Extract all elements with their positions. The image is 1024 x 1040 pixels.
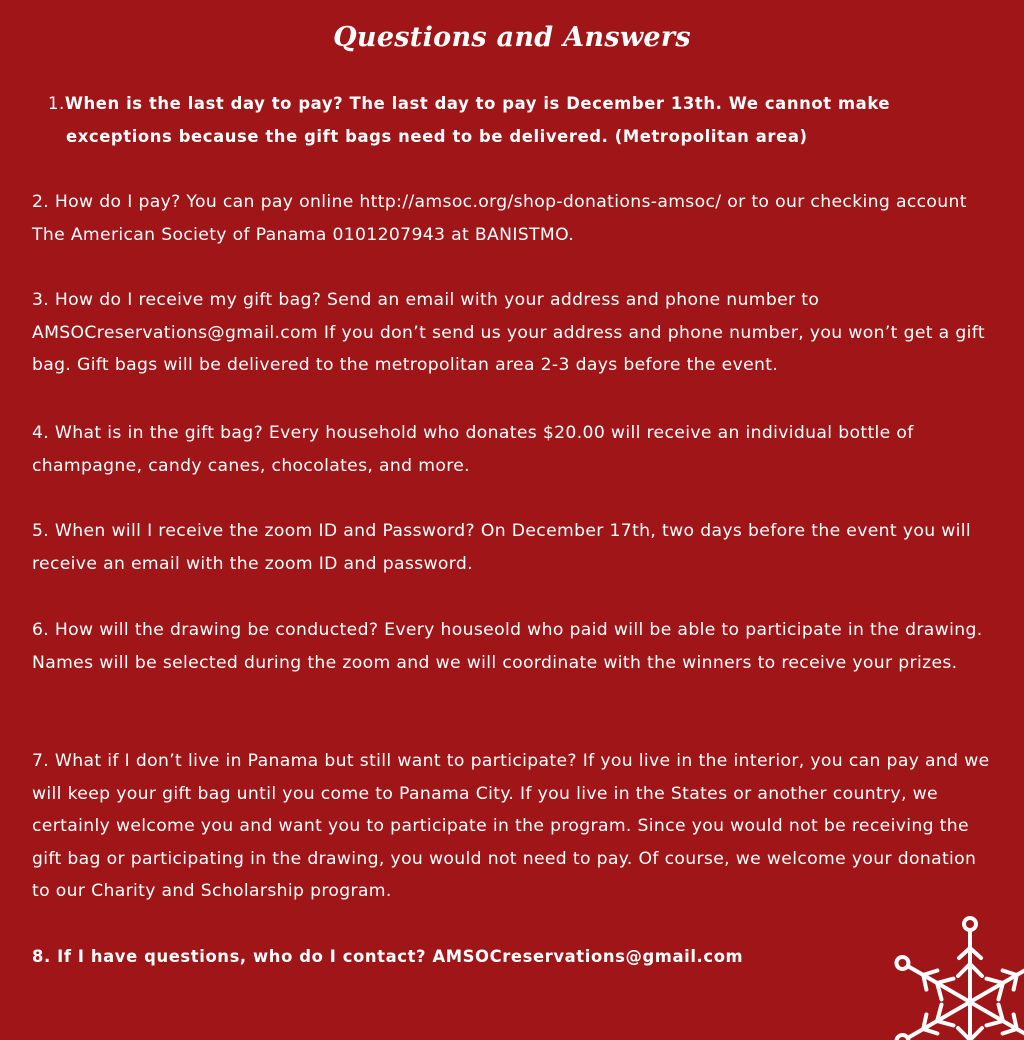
faq-item-2: 2. How do I pay? You can pay online http://amsoc.org/shop-donations-amsoc/ or to our checking account The American Society of Panama 0101207943 at BANISTMO. (32, 192, 967, 245)
faq-item-1 (48, 88, 986, 153)
faq-item-6: 6. How will the drawing be conducted? Every houseold who paid will be able to participate in the drawing. Names will be selected during the zoom and we will coordinate with the winners to receive your prizes. (32, 620, 983, 673)
faq-item-1-number: 1. (48, 94, 65, 113)
faq-item-8: 8. If I have questions, who do I contact? AMSOCreservations@gmail.com (32, 947, 744, 966)
faq-item-7: 7. What if I don’t live in Panama but still want to participate? If you live in the interior, you can pay and we will keep your gift bag until you come to Panama City. If you live in the States or another country, we certainly welcome you and want you to participate in the program. Since you would not be receiving the gift bag or participating in the drawing, you would not need to pay. Of course, we welcome your donation to our Charity and Scholarship program. (32, 751, 990, 902)
faq-item-4: 4. What is in the gift bag? Every household who donates $20.00 will receive an individual bottle of champagne, candy canes, chocolates, and more. (32, 423, 914, 476)
faq-item-3: 3. How do I receive my gift bag? Send an email with your address and phone number to AMSOCreservations@gmail.com If you don’t send us your address and phone number, you won’t get a gift bag. Gift bags will be delivered to the metropolitan area 2-3 days before the event. (32, 290, 985, 376)
snowflake-icon (892, 910, 1024, 1040)
page-title: Questions and Answers (333, 22, 691, 53)
faq-item-1-text: When is the last day to pay? The last day to pay is December 13th. We cannot make exceptions because the gift bags need to be delivered. (Metropolitan area) (64, 94, 891, 146)
faq-item-5: 5. When will I receive the zoom ID and Password? On December 17th, two days before the event you will receive an email with the zoom ID and password. (32, 521, 972, 574)
